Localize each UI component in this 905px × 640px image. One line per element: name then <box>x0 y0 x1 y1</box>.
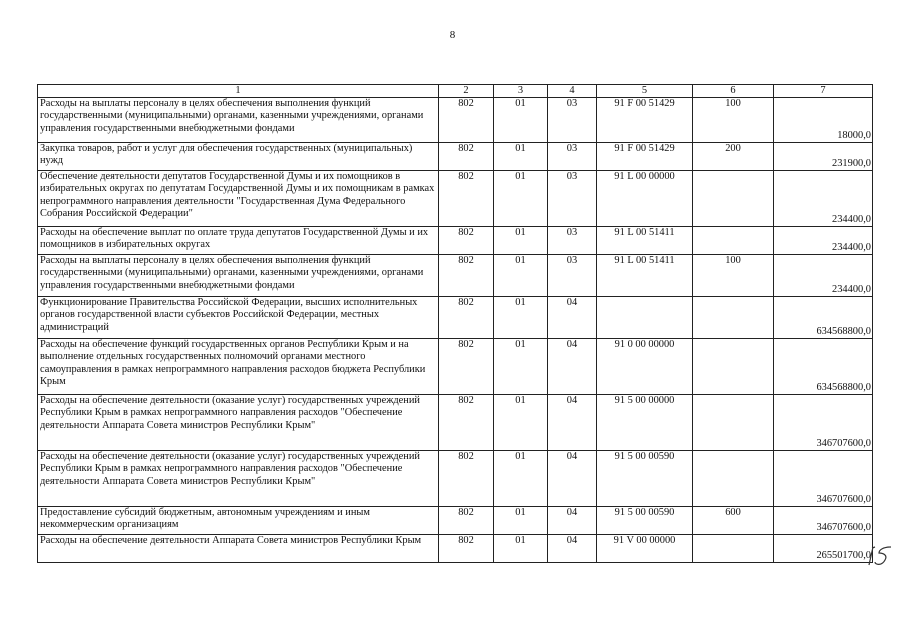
handwritten-signature <box>863 544 895 568</box>
table-row <box>38 171 873 227</box>
header-cell-6: 6 <box>693 85 774 98</box>
cell-subsection: 04 <box>548 535 597 563</box>
cell-target-article: 91 L 00 00000 <box>597 171 693 227</box>
table-row <box>38 507 873 535</box>
cell-target-article: 91 5 00 00590 <box>597 451 693 507</box>
table-row <box>38 395 873 451</box>
cell-section: 01 <box>494 255 548 297</box>
cell-section: 01 <box>494 395 548 451</box>
cell-amount: 346707600,0 <box>774 451 873 507</box>
cell-name: Расходы на обеспечение функций государственных органов Республики Крым и на выполнение отдельных государственных полномочий органами местного самоуправления в рамках непрограммного направления расходов бюджета Республики Крым <box>38 339 439 395</box>
table-row <box>38 255 873 297</box>
cell-section: 01 <box>494 451 548 507</box>
cell-grbs: 802 <box>439 255 494 297</box>
table-row <box>38 451 873 507</box>
cell-name: Закупка товаров, работ и услуг для обеспечения государственных (муниципальных) нужд <box>38 143 439 171</box>
cell-subsection: 03 <box>548 143 597 171</box>
cell-section: 01 <box>494 143 548 171</box>
cell-expense-type <box>693 227 774 255</box>
cell-target-article: 91 5 00 00000 <box>597 395 693 451</box>
cell-section: 01 <box>494 339 548 395</box>
cell-name: Расходы на обеспечение деятельности (оказание услуг) государственных учреждений Республики Крым в рамках непрограммного направления расходов "Обеспечение деятельности Аппарата Совета министров Республики Крым" <box>38 451 439 507</box>
cell-amount: 634568800,0 <box>774 297 873 339</box>
cell-name: Расходы на выплаты персоналу в целях обеспечения выполнения функций государственными (муниципальными) органами, казенными учреждениями, органами управления государственными внебюджетными фондами <box>38 255 439 297</box>
table-row <box>38 143 873 171</box>
cell-grbs: 802 <box>439 227 494 255</box>
cell-subsection: 04 <box>548 297 597 339</box>
cell-amount: 234400,0 <box>774 227 873 255</box>
cell-grbs: 802 <box>439 451 494 507</box>
cell-amount: 234400,0 <box>774 255 873 297</box>
cell-subsection: 04 <box>548 507 597 535</box>
cell-grbs: 802 <box>439 297 494 339</box>
cell-target-article: 91 5 00 00590 <box>597 507 693 535</box>
header-cell-3: 3 <box>494 85 548 98</box>
cell-subsection: 03 <box>548 227 597 255</box>
cell-expense-type: 600 <box>693 507 774 535</box>
table-row <box>38 297 873 339</box>
table-row <box>38 227 873 255</box>
cell-grbs: 802 <box>439 339 494 395</box>
header-cell-2: 2 <box>439 85 494 98</box>
cell-section: 01 <box>494 507 548 535</box>
cell-amount: 234400,0 <box>774 171 873 227</box>
cell-expense-type <box>693 171 774 227</box>
cell-amount: 265501700,0 <box>774 535 873 563</box>
cell-expense-type <box>693 451 774 507</box>
cell-subsection: 03 <box>548 171 597 227</box>
cell-grbs: 802 <box>439 171 494 227</box>
cell-subsection: 04 <box>548 339 597 395</box>
cell-amount: 18000,0 <box>774 98 873 143</box>
cell-name: Предоставление субсидий бюджетным, автономным учреждениям и иным некоммерческим организациям <box>38 507 439 535</box>
cell-expense-type <box>693 535 774 563</box>
cell-name: Расходы на обеспечение выплат по оплате труда депутатов Государственной Думы и их помощников в избирательных округах <box>38 227 439 255</box>
cell-amount: 346707600,0 <box>774 507 873 535</box>
cell-section: 01 <box>494 98 548 143</box>
cell-expense-type <box>693 395 774 451</box>
cell-target-article: 91 F 00 51429 <box>597 98 693 143</box>
cell-name: Расходы на обеспечение деятельности Аппарата Совета министров Республики Крым <box>38 535 439 563</box>
cell-grbs: 802 <box>439 98 494 143</box>
cell-subsection: 03 <box>548 255 597 297</box>
header-cell-5: 5 <box>597 85 693 98</box>
table-row <box>38 339 873 395</box>
header-cell-1: 1 <box>38 85 439 98</box>
cell-section: 01 <box>494 171 548 227</box>
cell-subsection: 04 <box>548 451 597 507</box>
cell-target-article: 91 V 00 00000 <box>597 535 693 563</box>
cell-target-article <box>597 297 693 339</box>
cell-name: Расходы на выплаты персоналу в целях обеспечения выполнения функций государственными (муниципальными) органами, казенными учреждениями, органами управления государственными внебюджетными фондами <box>38 98 439 143</box>
cell-name: Функционирование Правительства Российской Федерации, высших исполнительных органов государственной власти субъектов Российской Федерации, местных администраций <box>38 297 439 339</box>
cell-name: Обеспечение деятельности депутатов Государственной Думы и их помощников в избирательных округах по депутатам Государственной Думы и их помощникам в рамках непрограммного направления деятельности "Государственная Дума Федерального Собрания Российской Федерации" <box>38 171 439 227</box>
page-number: 8 <box>449 29 456 41</box>
cell-expense-type: 100 <box>693 98 774 143</box>
budget-table <box>37 84 873 563</box>
cell-section: 01 <box>494 227 548 255</box>
cell-target-article: 91 0 00 00000 <box>597 339 693 395</box>
table-row <box>38 535 873 563</box>
table-row <box>38 98 873 143</box>
cell-amount: 231900,0 <box>774 143 873 171</box>
cell-expense-type: 200 <box>693 143 774 171</box>
cell-grbs: 802 <box>439 395 494 451</box>
cell-section: 01 <box>494 535 548 563</box>
cell-target-article: 91 F 00 51429 <box>597 143 693 171</box>
header-cell-7: 7 <box>774 85 873 98</box>
header-row <box>38 85 873 98</box>
cell-grbs: 802 <box>439 507 494 535</box>
cell-section: 01 <box>494 297 548 339</box>
cell-expense-type: 100 <box>693 255 774 297</box>
cell-grbs: 802 <box>439 143 494 171</box>
table-body <box>38 98 873 563</box>
cell-expense-type <box>693 339 774 395</box>
header-cell-4: 4 <box>548 85 597 98</box>
cell-subsection: 04 <box>548 395 597 451</box>
cell-expense-type <box>693 297 774 339</box>
cell-name: Расходы на обеспечение деятельности (оказание услуг) государственных учреждений Республики Крым в рамках непрограммного направления расходов "Обеспечение деятельности Аппарата Совета министров Республики Крым" <box>38 395 439 451</box>
cell-amount: 346707600,0 <box>774 395 873 451</box>
cell-amount: 634568800,0 <box>774 339 873 395</box>
cell-target-article: 91 L 00 51411 <box>597 227 693 255</box>
cell-subsection: 03 <box>548 98 597 143</box>
cell-grbs: 802 <box>439 535 494 563</box>
cell-target-article: 91 L 00 51411 <box>597 255 693 297</box>
